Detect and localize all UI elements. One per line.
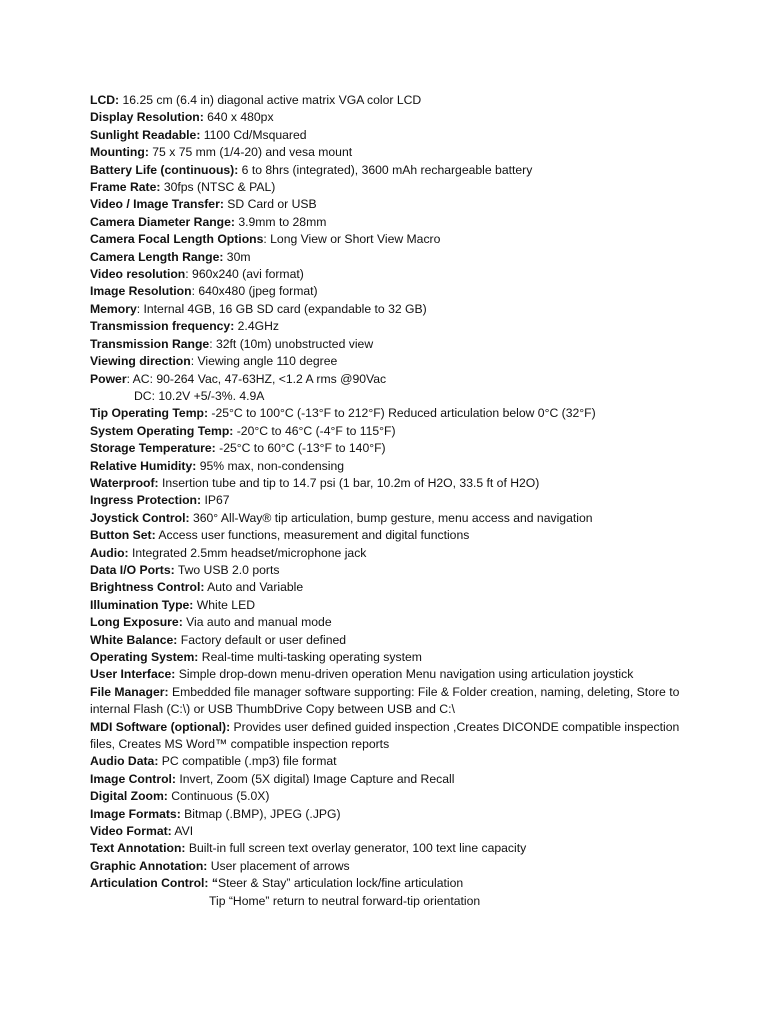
spec-value: 3.9mm to 28mm [234,214,327,229]
spec-label: Camera Length Range: [90,249,224,264]
spec-label: Button Set: [90,528,156,543]
spec-label: Power [90,371,127,386]
spec-label: Data I/O Ports: [90,562,175,577]
spec-row [90,492,690,509]
spec-value: -25°C to 100°C (-13°F to 212°F) Reduced articulation below 0°C (32°F) [208,406,596,421]
spec-label: Image Formats: [90,806,181,821]
spec-value: 30m [223,249,251,264]
spec-row [90,753,690,770]
spec-value: 75 x 75 mm (1/4-20) and vesa mount [148,145,353,160]
spec-label: Audio Data: [90,754,159,769]
spec-row [90,92,690,109]
spec-label: Audio: [90,545,129,560]
spec-row [90,214,690,231]
spec-label: Camera Focal Length Options [90,232,264,247]
spec-label: System Operating Temp: [90,423,234,438]
spec-label: Long Exposure: [90,615,183,630]
spec-row [90,371,690,388]
spec-row [90,405,690,422]
spec-label: Graphic Annotation: [90,858,208,873]
spec-row [90,875,690,892]
spec-value: Invert, Zoom (5X digital) Image Capture and Recall [176,771,455,786]
spec-row [90,858,690,875]
spec-label: User Interface: [90,667,176,682]
spec-row [90,893,690,910]
spec-label: Mounting: [90,145,149,160]
spec-row [90,109,690,126]
spec-value: : Long View or Short View Macro [263,232,441,247]
spec-value: IP67 [201,493,230,508]
spec-row [90,249,690,266]
spec-label: Battery Life (continuous): [90,162,239,177]
spec-value: Embedded file manager software supporting: File & Folder creation, naming, deleting, Store to internal Flash (C:\) or USB ThumbDrive Copy between USB and C:\ [90,684,680,717]
spec-row [90,684,690,719]
spec-value: : AC: 90-264 Vac, 47-63HZ, <1.2 A rms @90Vac [126,371,387,386]
spec-value: Access user functions, measurement and digital functions [155,528,470,543]
spec-label: Video Format: [90,824,172,839]
spec-label: Digital Zoom: [90,789,168,804]
spec-value: Auto and Variable [204,580,304,595]
spec-value: Simple drop-down menu-driven operation Menu navigation using articulation joystick [175,667,634,682]
spec-value: AVI [171,824,194,839]
spec-value: 6 to 8hrs (integrated), 3600 mAh rechargeable battery [238,162,533,177]
spec-value: 16.25 cm (6.4 in) diagonal active matrix VGA color LCD [119,93,422,107]
spec-row [90,475,690,492]
spec-row [90,318,690,335]
spec-row [90,823,690,840]
spec-label: Operating System: [90,650,199,664]
spec-label: Frame Rate: [90,180,161,195]
spec-value: Bitmap (.BMP), JPEG (.JPG) [180,806,341,821]
spec-row [90,388,690,405]
spec-value: Two USB 2.0 ports [174,562,280,577]
spec-row [90,632,690,649]
spec-row [90,527,690,544]
spec-label: Transmission frequency: [90,319,235,334]
spec-row [90,597,690,614]
spec-label: File Manager: [90,684,169,699]
spec-value: Built-in full screen text overlay generator, 100 text line capacity [185,841,527,856]
spec-value: Steer & Stay” articulation lock/fine articulation [217,876,464,891]
spec-value: Real-time multi-tasking operating system [198,650,422,664]
spec-value: Integrated 2.5mm headset/microphone jack [128,545,367,560]
spec-label: White Balance: [90,632,178,647]
spec-value: Factory default or user defined [177,632,347,647]
spec-row [90,788,690,805]
spec-label: Tip Operating Temp: [90,406,209,421]
spec-value: Tip “Home” return to neutral forward-tip orientation [209,893,481,908]
spec-value: -20°C to 46°C (-4°F to 115°F) [233,423,396,438]
spec-label: Viewing direction [90,354,191,369]
spec-row [90,266,690,283]
spec-row [90,545,690,562]
spec-value: : 32ft (10m) unobstructed view [209,336,374,351]
spec-value: : 640x480 (jpeg format) [191,284,318,299]
spec-value: User placement of arrows [207,858,350,873]
spec-row [90,283,690,300]
spec-row [90,162,690,179]
spec-row [90,179,690,196]
spec-value: 2.4GHz [234,319,279,334]
spec-value: White LED [193,597,256,612]
spec-label: Camera Diameter Range: [90,214,235,229]
spec-label: Video / Image Transfer: [90,197,224,212]
spec-row [90,144,690,161]
spec-label: Display Resolution: [90,110,204,125]
spec-value: 95% max, non-condensing [196,458,345,473]
spec-label: Illumination Type: [90,597,194,612]
spec-row [90,127,690,144]
spec-value: : Internal 4GB, 16 GB SD card (expandable to 32 GB) [136,301,427,316]
spec-label: Transmission Range [90,336,210,351]
spec-row [90,196,690,213]
spec-value: Via auto and manual mode [182,615,332,630]
spec-label: Relative Humidity: [90,458,197,473]
spec-label: Text Annotation: [90,841,186,856]
spec-row [90,301,690,318]
spec-label: MDI Software (optional): [90,719,231,734]
spec-value: PC compatible (.mp3) file format [158,754,337,769]
spec-row [90,666,690,683]
spec-label: Memory [90,301,137,316]
spec-label: Joystick Control: [90,510,190,525]
spec-label: Sunlight Readable: [90,127,201,142]
spec-row [90,719,690,754]
spec-row [90,840,690,857]
spec-value: 360° All-Way® tip articulation, bump gesture, menu access and navigation [189,510,593,525]
spec-value: : 960x240 (avi format) [185,267,304,282]
spec-label: Storage Temperature: [90,441,216,456]
spec-row [90,458,690,475]
spec-row [90,510,690,527]
spec-label: Articulation Control: “ [90,876,218,891]
spec-row [90,231,690,248]
spec-row [90,562,690,579]
spec-value: -25°C to 60°C (-13°F to 140°F) [215,441,386,456]
spec-label: Brightness Control: [90,580,205,595]
spec-value: : Viewing angle 110 degree [190,354,338,369]
spec-row [90,806,690,823]
spec-label: Ingress Protection: [90,493,202,508]
spec-label: Image Control: [90,771,176,786]
spec-row [90,440,690,457]
spec-value: 1100 Cd/Msquared [200,127,307,142]
spec-row [90,771,690,788]
spec-value: Continuous (5.0X) [167,789,270,804]
spec-value: 30fps (NTSC & PAL) [160,180,276,195]
spec-row [90,579,690,596]
spec-list [90,92,690,910]
spec-value: 640 x 480px [203,110,274,125]
spec-label: Video resolution [90,267,186,282]
spec-row [90,614,690,631]
spec-row [90,353,690,370]
spec-row [90,649,690,666]
spec-value: SD Card or USB [223,197,317,212]
spec-value: Insertion tube and tip to 14.7 psi (1 bar, 10.2m of H2O, 33.5 ft of H2O) [158,475,540,490]
spec-value: Provides user defined guided inspection ,Creates DICONDE compatible inspection files, Creates MS Word™ compatible inspection reports [90,719,680,752]
spec-value: DC: 10.2V +5/-3%. 4.9A [134,388,265,403]
spec-row [90,423,690,440]
spec-label: LCD: [90,93,120,107]
spec-label: Image Resolution [90,284,192,299]
spec-label: Waterproof: [90,475,159,490]
spec-row [90,336,690,353]
